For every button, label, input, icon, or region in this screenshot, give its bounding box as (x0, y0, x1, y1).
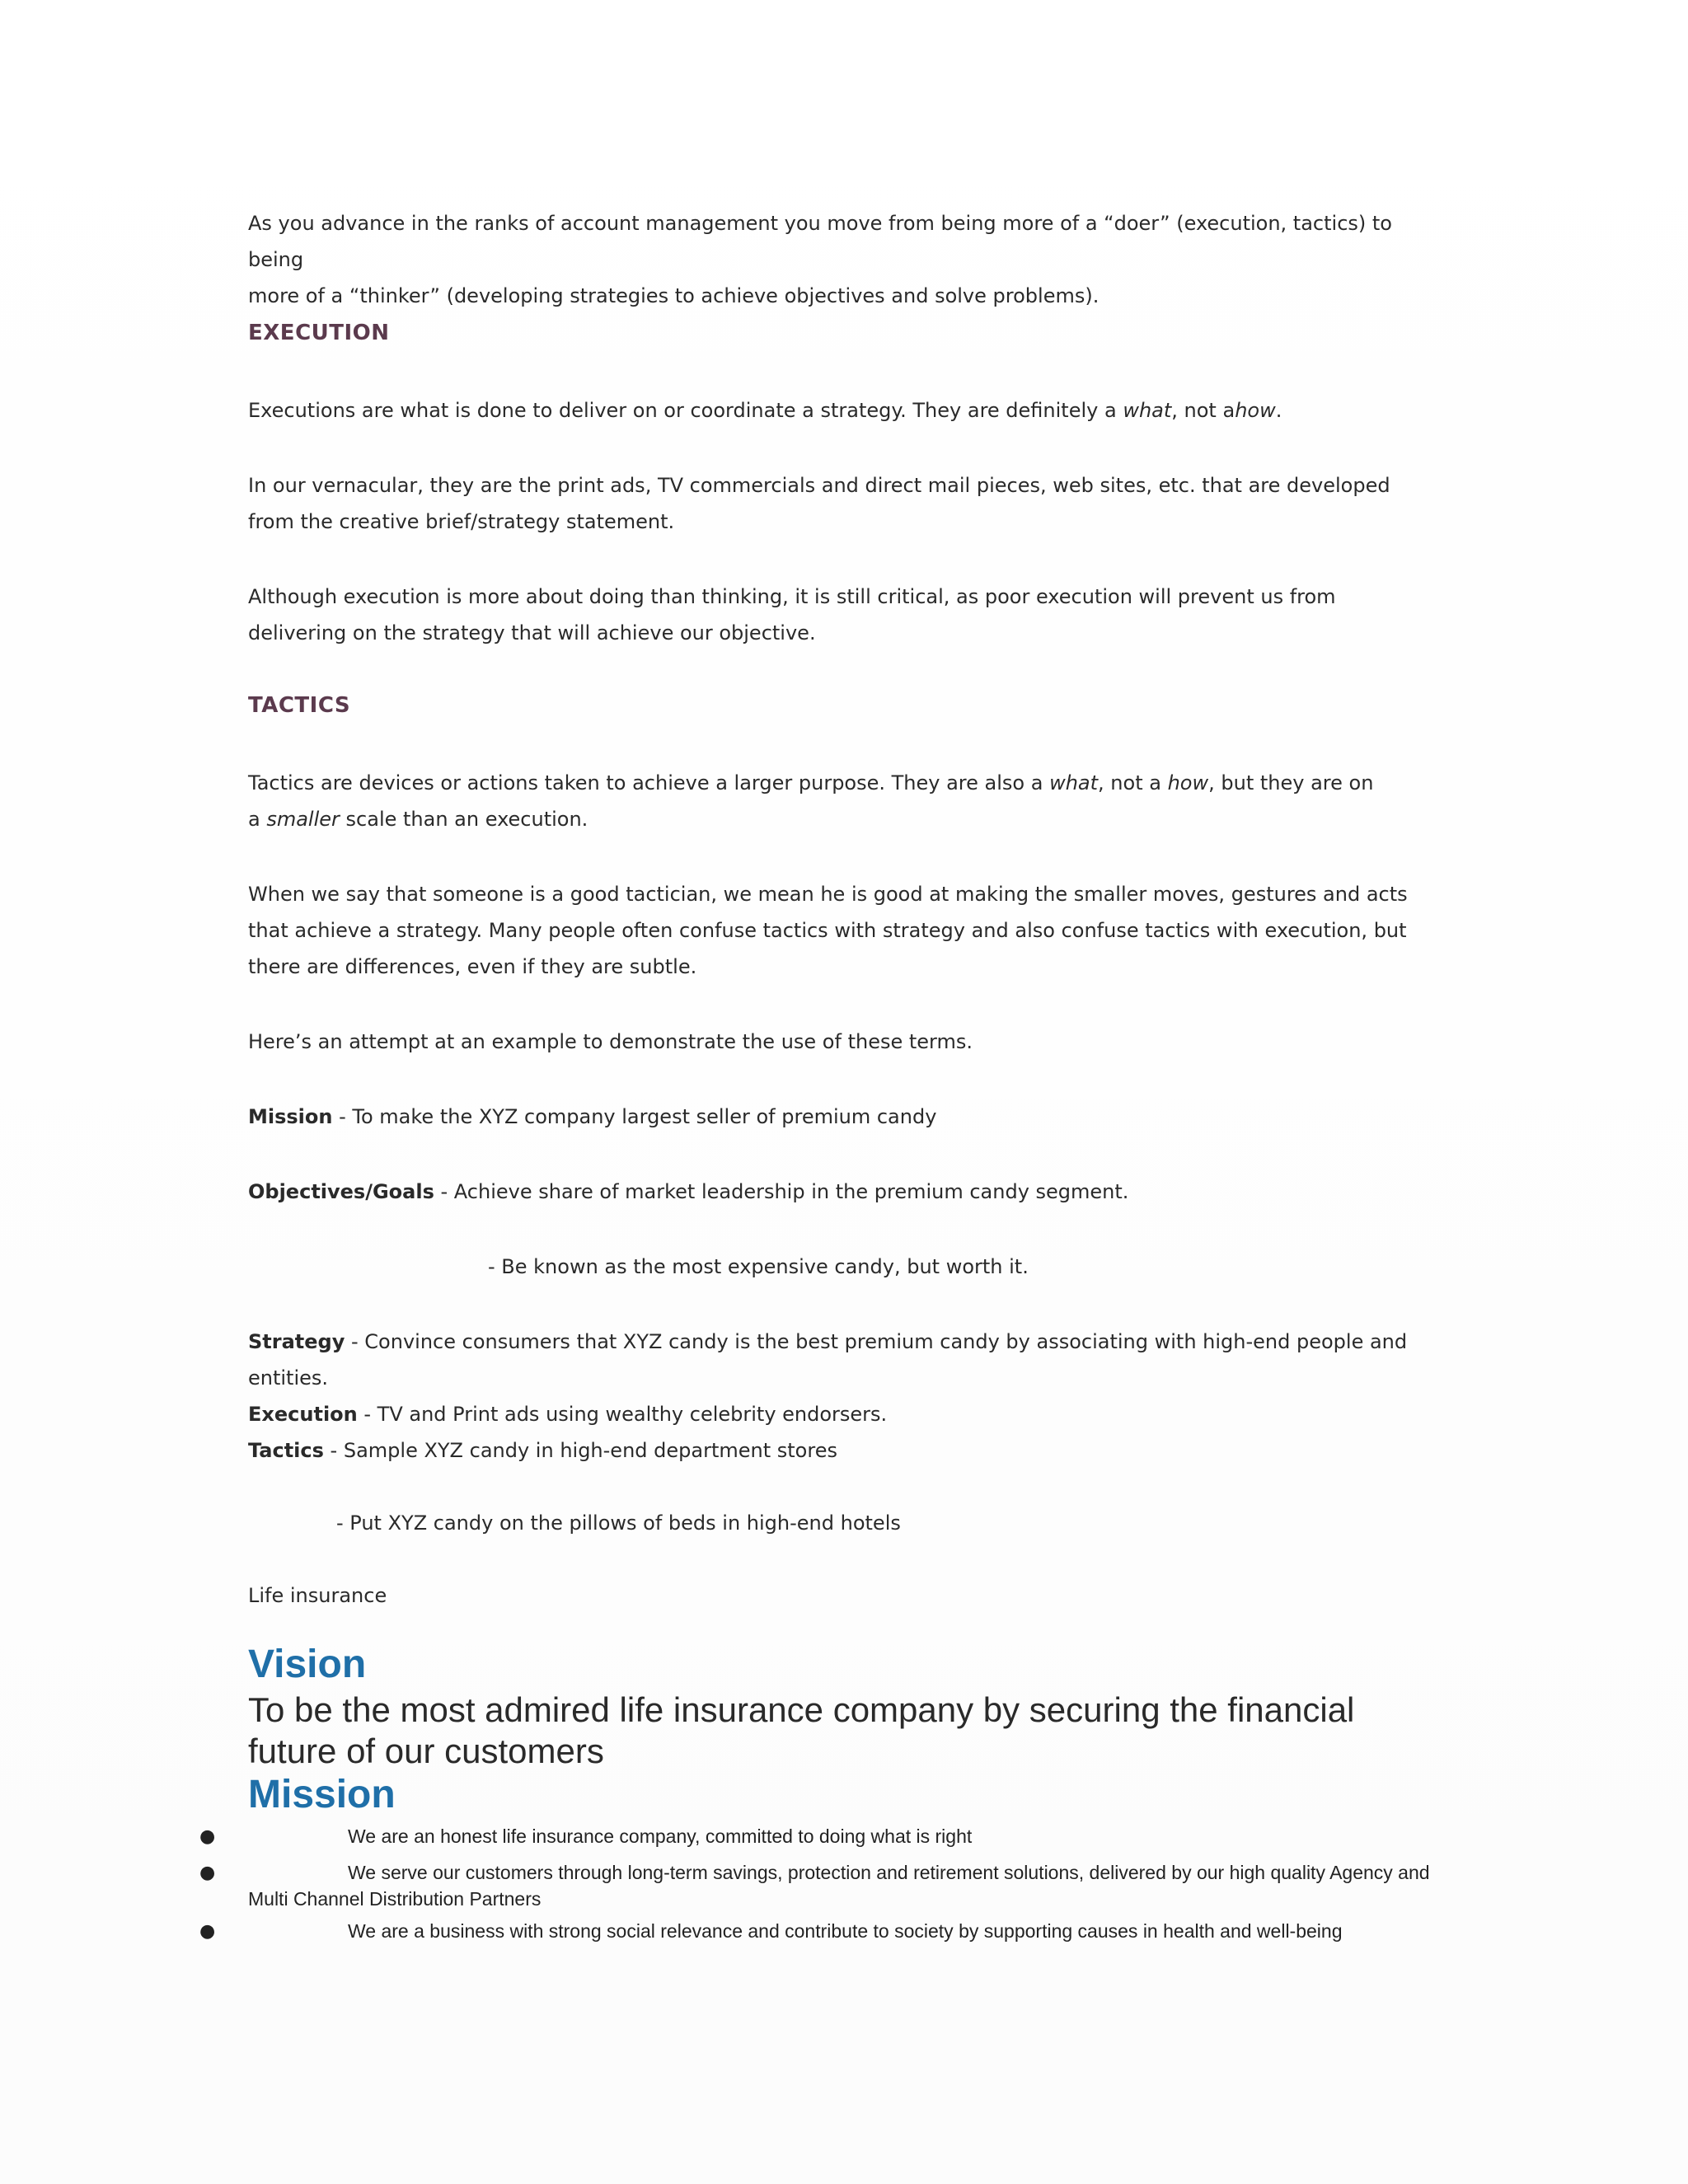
execution-paragraph-1: Executions are what is done to deliver on or coordinate a strategy. They are definitely a what, not ahow. (248, 399, 1282, 422)
example-execution: Execution - TV and Print ads using wealthy celebrity endorsers. (248, 1403, 888, 1426)
execution-paragraph-3: Although execution is more about doing than thinking, it is still critical, as poor execution will prevent us from delivering on the strategy that will achieve our objective. (248, 585, 1336, 644)
emphasis-what: what (1123, 399, 1172, 422)
tactics-heading: TACTICS (248, 693, 351, 718)
example-objectives: Objectives/Goals - Achieve share of market leadership in the premium candy segment. (248, 1180, 1129, 1203)
example-tactics-2: - Put XYZ candy on the pillows of beds in high-end hotels (336, 1511, 901, 1535)
vision-text: To be the most admired life insurance company by securing the financial future of our customers (248, 1690, 1355, 1770)
example-execution-label: Execution (248, 1403, 358, 1426)
tactics-paragraph-3: Here’s an attempt at an example to demonstrate the use of these terms. (248, 1030, 973, 1053)
intro-line-1: As you advance in the ranks of account management you move from being more of a “doer” (execution, tactics) to being (248, 212, 1392, 271)
intro-line-2: more of a “thinker” (developing strategies to achieve objectives and solve problems). (248, 284, 1100, 307)
emphasis-smaller: smaller (266, 808, 340, 831)
mission-item-2: We serve our customers through long-term savings, protection and retirement solutions, delivered by our high quality Agency and Multi Channel Distribution Partners (248, 1862, 1430, 1910)
execution-paragraph-2: In our vernacular, they are the print ads, TV commercials and direct mail pieces, web sites, etc. that are developed from the creative brief/strategy statement. (248, 474, 1390, 533)
intro-paragraph (248, 205, 1451, 314)
mission-item-3: We are a business with strong social relevance and contribute to society by supporting causes in health and well-being (348, 1920, 1343, 1942)
example-mission-label: Mission (248, 1105, 333, 1128)
bullet-icon: ● (199, 1826, 216, 1847)
emphasis-how: how (1167, 771, 1209, 794)
example-objectives-label: Objectives/Goals (248, 1180, 434, 1203)
emphasis-what: what (1049, 771, 1099, 794)
example-strategy-label: Strategy (248, 1330, 345, 1353)
tactics-paragraph-2: When we say that someone is a good tactician, we mean he is good at making the smaller moves, gestures and acts that achieve a strategy. Many people often confuse tactics with strategy and also confuse tactics with execution, but there are differences, even if they are subtle. (248, 883, 1408, 978)
bullet-icon: ● (199, 1863, 216, 1883)
example-objectives-2: - Be known as the most expensive candy, but worth it. (488, 1255, 1029, 1278)
mission-item-1: We are an honest life insurance company, committed to doing what is right (348, 1825, 973, 1847)
example-tactics: Tactics - Sample XYZ candy in high-end department stores (248, 1439, 837, 1462)
vision-heading: Vision (248, 1643, 367, 1686)
example-tactics-label: Tactics (248, 1439, 324, 1462)
emphasis-how: how (1235, 399, 1276, 422)
life-insurance-label: Life insurance (248, 1584, 387, 1607)
example-strategy: Strategy - Convince consumers that XYZ candy is the best premium candy by associating with high-end people and entities. (248, 1330, 1408, 1390)
bullet-icon: ● (199, 1921, 216, 1942)
execution-heading: EXECUTION (248, 321, 390, 345)
tactics-paragraph-1: Tactics are devices or actions taken to achieve a larger purpose. They are also a what, not a how, but they are on a smaller scale than an execution. (248, 771, 1374, 831)
mission-heading: Mission (248, 1773, 396, 1816)
example-mission: Mission - To make the XYZ company largest seller of premium candy (248, 1105, 937, 1128)
